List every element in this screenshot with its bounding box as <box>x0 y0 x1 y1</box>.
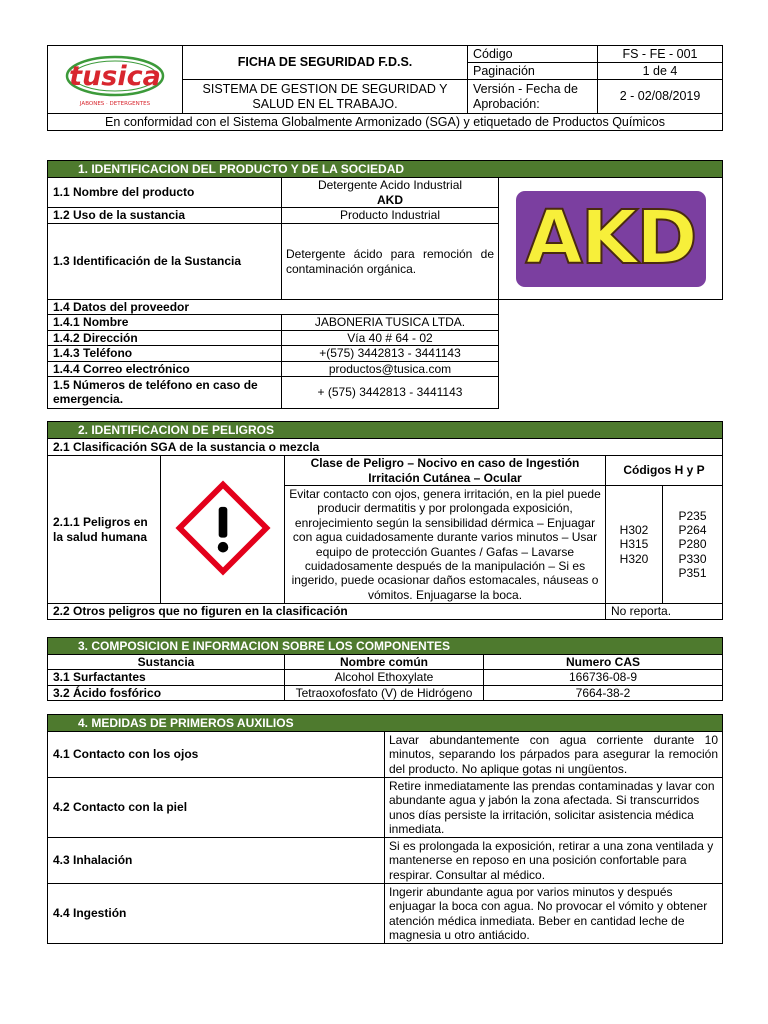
product-name-line1: Detergente Acido Industrial <box>317 178 463 193</box>
hp-codes-header: Códigos H y P <box>606 456 723 486</box>
use-value: Producto Industrial <box>282 208 499 224</box>
eye-contact-text: Lavar abundantemente con agua corriente durante 10 minutos, separando los párpados para asegurar la remoción del producto. No aplique gotas ni ungüentos. <box>385 732 723 778</box>
section-1-title: 1. IDENTIFICACION DEL PRODUCTO Y DE LA SOCIEDAD <box>48 161 723 178</box>
akd-brand-badge <box>516 191 706 287</box>
product-name-line2: AKD <box>377 192 403 207</box>
h-code: H315 <box>619 537 649 552</box>
col-common-name-header: Nombre común <box>285 655 484 670</box>
p-codes-cell <box>663 486 723 604</box>
col-cas-header: Numero CAS <box>484 655 723 670</box>
health-hazards-label: 2.1.1 Peligros en la salud humana <box>48 456 161 604</box>
common-name-cell: Tetraoxofosfato (V) de Hidrógeno <box>285 685 484 700</box>
version-label: Versión - Fecha de Aprobación: <box>468 80 598 114</box>
paginacion-value: 1 de 4 <box>598 63 723 80</box>
ghs-exclamation-icon <box>175 480 271 576</box>
substance-id-value: Detergente ácido para remoción de contaminación orgánica. <box>282 224 499 300</box>
conformity-statement: En conformidad con el Sistema Globalmente Armonizado (SGA) y etiquetado de Productos Químicos <box>48 114 723 131</box>
email-value: productos@tusica.com <box>282 361 499 376</box>
common-name-cell: Alcohol Ethoxylate <box>285 670 484 685</box>
logo-tagline: JABONES · DETERGENTES <box>79 100 151 107</box>
p-code: P280 <box>678 537 707 552</box>
email-label: 1.4.4 Correo electrónico <box>48 361 282 376</box>
ingestion-label: 4.4 Ingestión <box>48 884 385 944</box>
section-1-identification <box>47 160 723 409</box>
paginacion-label: Paginación <box>468 63 598 80</box>
skin-contact-text: Retire inmediatamente las prendas contaminadas y lavar con abundante agua y jabón la zona afectada. Si transcurridos unos días persiste la irritación, solicitar asistencia médica inmediata. <box>385 778 723 838</box>
table-row <box>48 685 723 700</box>
management-system: SISTEMA DE GESTION DE SEGURIDAD Y SALUD EN EL TRABAJO. <box>183 80 468 114</box>
section-3-composition <box>47 637 723 701</box>
other-hazards-label-text: 2.2 Otros peligros que no figuren en la clasificación <box>53 604 348 619</box>
product-name-value <box>282 178 499 208</box>
section-2-hazards <box>47 421 723 620</box>
product-name-label: 1.1 Nombre del producto <box>48 178 282 208</box>
address-value: Vía 40 # 64 - 02 <box>282 330 499 345</box>
substance-id-label: 1.3 Identificación de la Sustancia <box>48 224 282 300</box>
h-code: H320 <box>619 551 649 566</box>
ingestion-text: Ingerir abundante agua por varios minutos y después enjuagar la boca con agua. No provocar el vómito y obtener atención médica inmediata. Beber en cantidad leche de magnesia u otro antiácido. <box>385 884 723 944</box>
use-label: 1.2 Uso de la sustancia <box>48 208 282 224</box>
substance-cell: 3.1 Surfactantes <box>48 670 285 685</box>
p-code: P264 <box>678 522 707 537</box>
p-code: P235 <box>678 508 707 523</box>
document-title: FICHA DE SEGURIDAD F.D.S. <box>183 46 468 80</box>
company-logo <box>48 46 183 114</box>
h-code: H302 <box>619 522 649 537</box>
supplier-name-label: 1.4.1 Nombre <box>48 315 282 330</box>
codigo-value: FS - FE - 001 <box>598 46 723 63</box>
address-label: 1.4.2 Dirección <box>48 330 282 345</box>
codigo-label: Código <box>468 46 598 63</box>
emergency-value: + (575) 3442813 - 3441143 <box>282 376 499 408</box>
akd-brand-text: AKD <box>525 195 696 282</box>
document-header <box>47 45 723 131</box>
substance-cell: 3.2 Ácido fosfórico <box>48 685 285 700</box>
section-4-first-aid <box>47 714 723 944</box>
product-brand-cell <box>499 178 723 300</box>
phone-label: 1.4.3 Teléfono <box>48 346 282 361</box>
health-hazard-text: Evitar contacto con ojos, genera irritación, en la piel puede producir dermatitis y por prolongada exposición, enrojecimiento según la sensibilidad dérmica – Enjuagar con agua cuidadosamente durante varios minutos – Usar equipo de protección Guantes / Gafas – Lavarse cuidadosamente después de la manipulación – Si es ingerido, puede ocasionar daños estomacales, náuseas o vómitos. Enjuagarse la boca. <box>285 486 606 604</box>
inhalation-label: 4.3 Inhalación <box>48 838 385 884</box>
h-codes-cell <box>606 486 663 604</box>
hazard-class: Clase de Peligro – Nocivo en caso de Ingestión Irritación Cutánea – Ocular <box>285 456 606 486</box>
section-3-title: 3. COMPOSICION E INFORMACION SOBRE LOS COMPONENTES <box>48 638 723 655</box>
section-2-title: 2. IDENTIFICACION DE PELIGROS <box>48 422 723 439</box>
tusica-logo-icon <box>63 49 167 111</box>
eye-contact-label: 4.1 Contacto con los ojos <box>48 732 385 778</box>
phone-value: +(575) 3442813 - 3441143 <box>282 346 499 361</box>
col-substance-header: Sustancia <box>48 655 285 670</box>
inhalation-text: Si es prolongada la exposición, retirar a una zona ventilada y mantenerse en reposo en una posición confortable para respirar. Consultar al médico. <box>385 838 723 884</box>
skin-contact-label: 4.2 Contacto con la piel <box>48 778 385 838</box>
p-code: P351 <box>678 566 707 581</box>
cas-cell: 166736-08-9 <box>484 670 723 685</box>
other-hazards-label <box>48 604 606 620</box>
logo-wordmark: tusica <box>69 60 161 92</box>
cas-cell: 7664-38-2 <box>484 685 723 700</box>
other-hazards-value: No reporta. <box>606 604 723 620</box>
version-value: 2 - 02/08/2019 <box>598 80 723 114</box>
table-row <box>48 670 723 685</box>
supplier-name-value: JABONERIA TUSICA LTDA. <box>282 315 499 330</box>
p-code: P330 <box>678 551 707 566</box>
section-4-title: 4. MEDIDAS DE PRIMEROS AUXILIOS <box>48 715 723 732</box>
emergency-label: 1.5 Números de teléfono en caso de emergencia. <box>48 376 282 408</box>
supplier-label: 1.4 Datos del proveedor <box>48 300 499 315</box>
sga-classification-label: 2.1 Clasificación SGA de la sustancia o mezcla <box>48 439 723 456</box>
ghs-pictogram-cell <box>161 456 285 604</box>
